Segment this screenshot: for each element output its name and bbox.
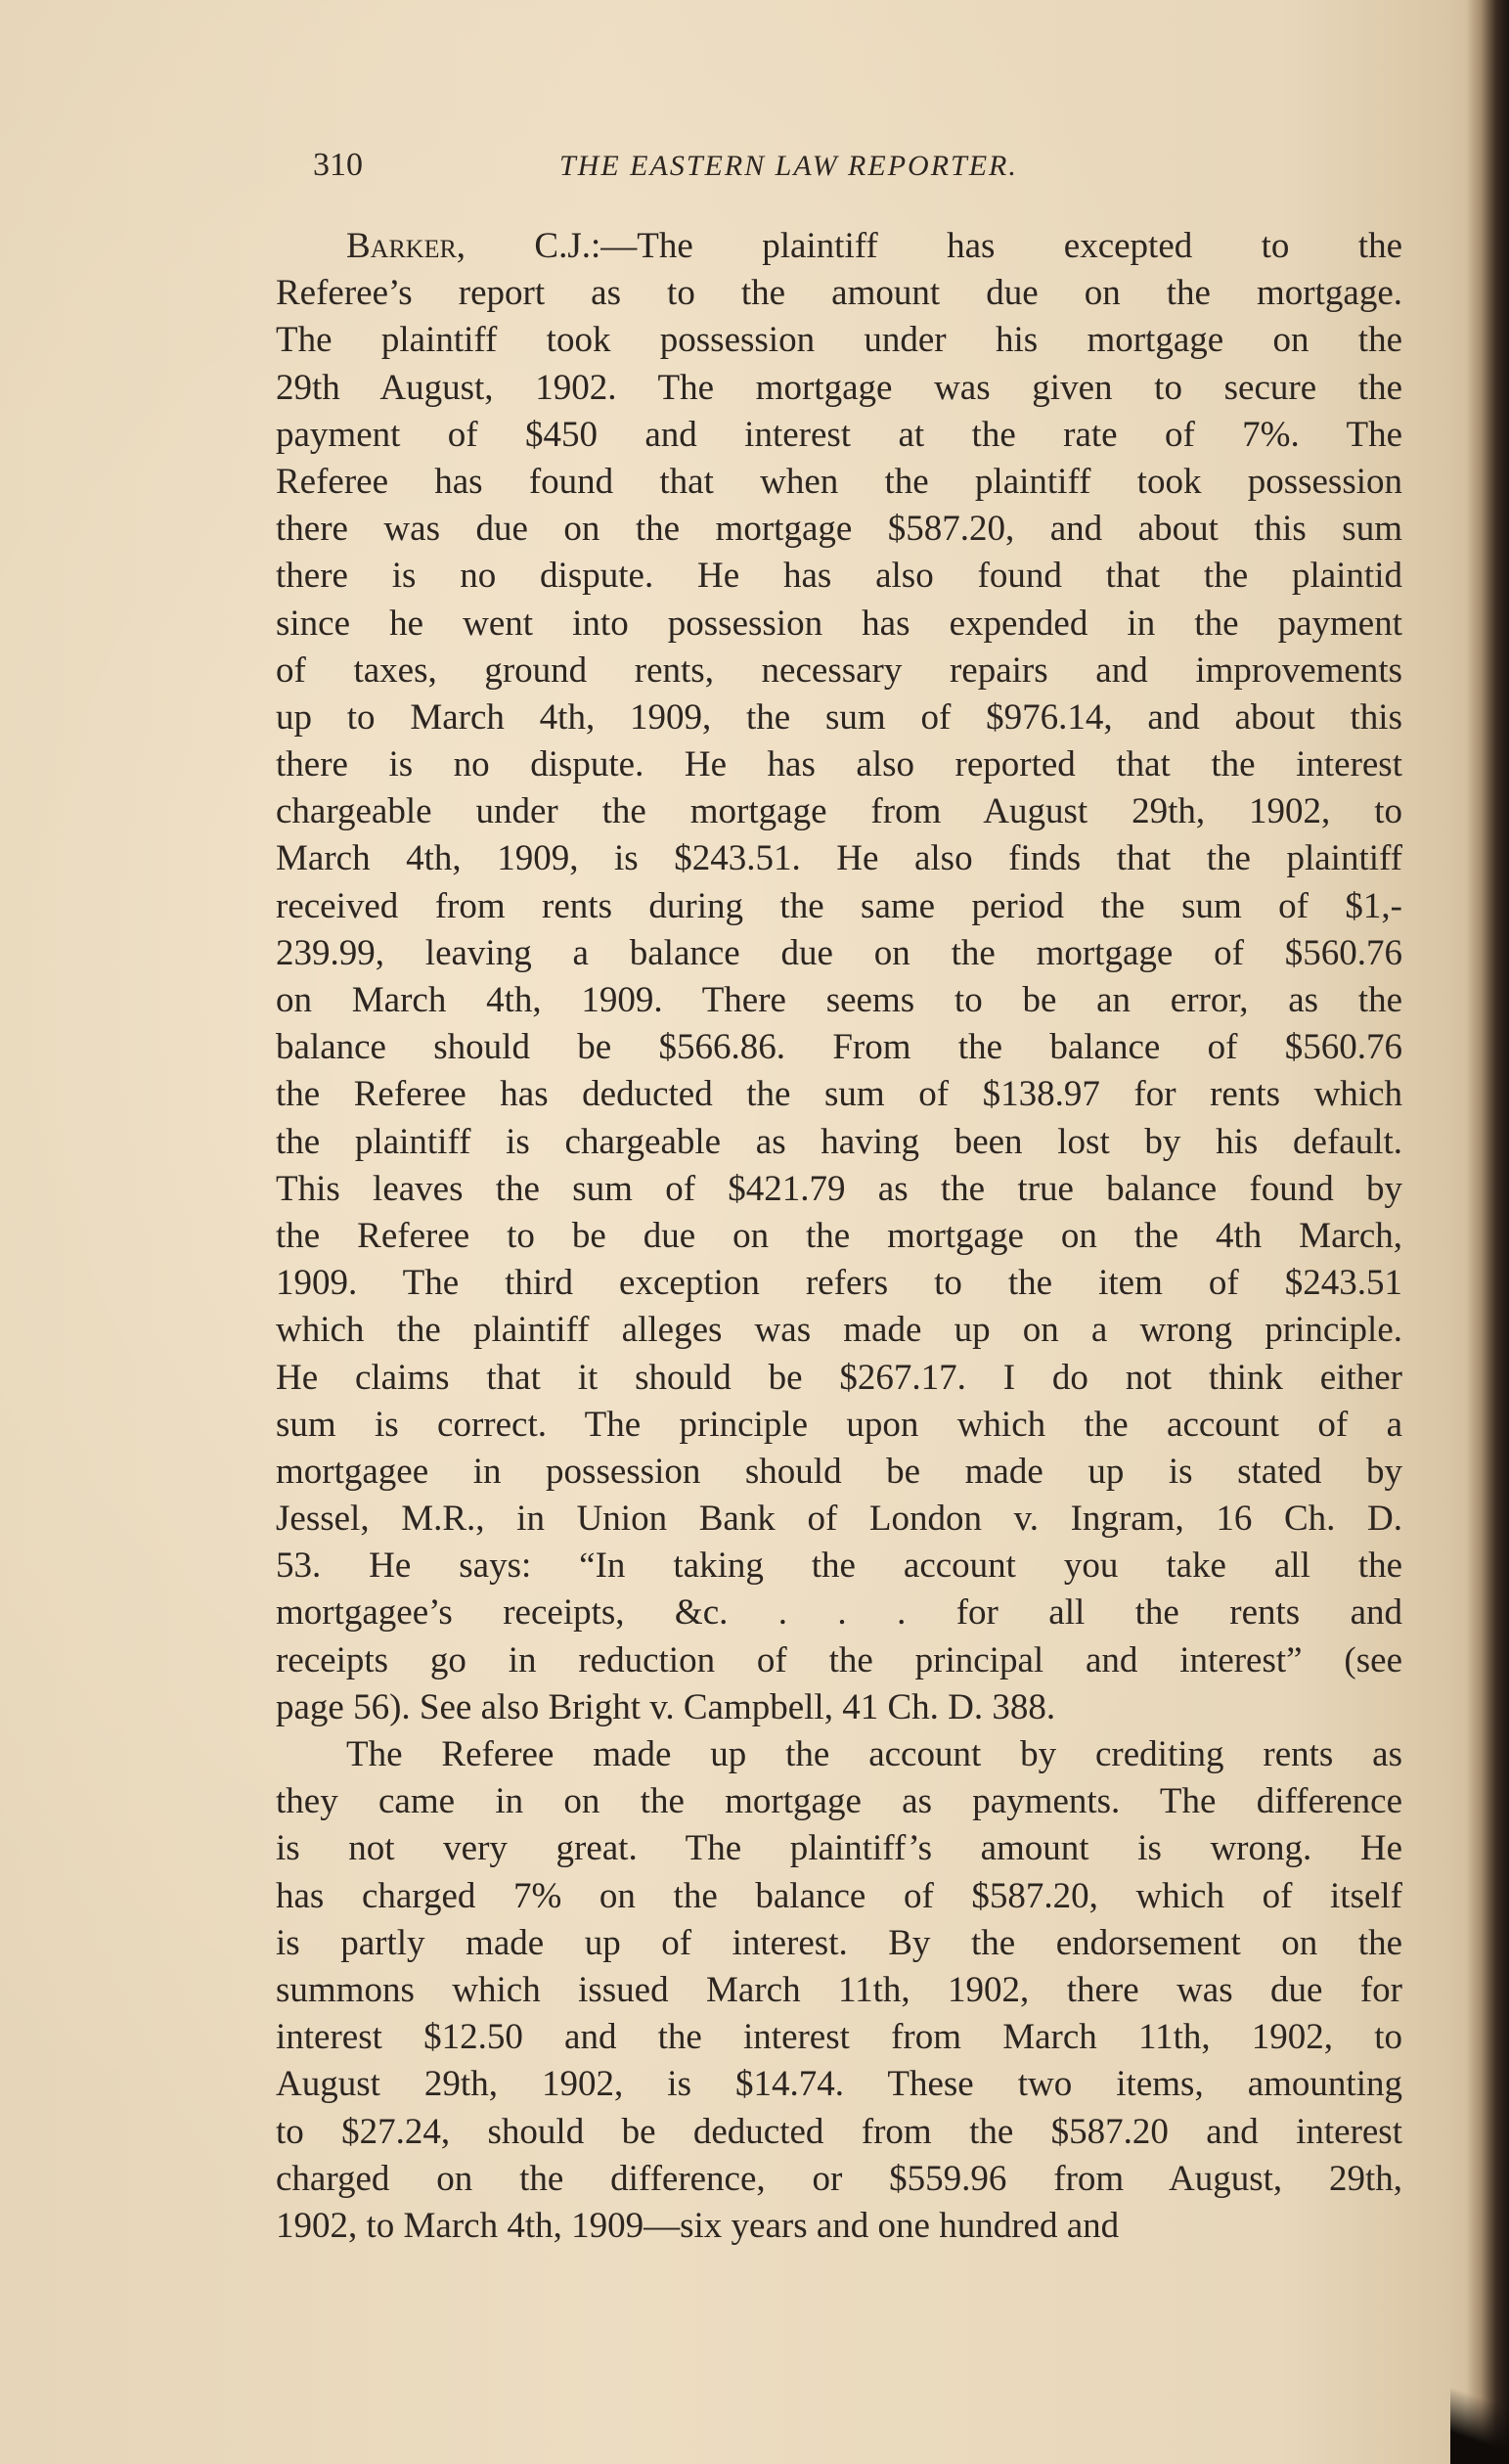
page-corner-shadow xyxy=(1450,2356,1509,2464)
text-line-content: , C.J.:—The plaintiff has excepted to the xyxy=(456,226,1402,266)
text-line: 1902, to March 4th, 1909—six years and one hundred and xyxy=(276,2205,1120,2246)
text-line: is partly made up of interest. By the endorsement on the xyxy=(276,1922,1402,1963)
text-line: of taxes, ground rents, necessary repairs and improvements xyxy=(276,650,1402,691)
text-line: the plaintiff is chargeable as having been lost by his default. xyxy=(276,1121,1402,1162)
text-line: The plaintiff took possession under his mortgage on the xyxy=(276,320,1402,361)
text-line: He claims that it should be $267.17. I do not think either xyxy=(276,1357,1402,1398)
text-line: Jessel, M.R., in Union Bank of London v. Ingram, 16 Ch. D. xyxy=(276,1499,1402,1540)
text-line: there was due on the mortgage $587.20, and about this sum xyxy=(276,509,1402,550)
text-line: 29th August, 1902. The mortgage was given to secure the xyxy=(276,367,1402,408)
text-line xyxy=(276,223,1402,270)
text-line: March 4th, 1909, is $243.51. He also finds that the plaintiff xyxy=(276,838,1402,879)
book-spine-shadow xyxy=(1466,0,1509,2464)
text-line: the Referee has deducted the sum of $138.97 for rents which xyxy=(276,1074,1402,1115)
text-line: The Referee made up the account by crediting rents as xyxy=(346,1734,1402,1774)
text-line: to $27.24, should be deducted from the $587.20 and interest xyxy=(276,2111,1402,2152)
text-line: receipts go in reduction of the principal and interest” (see xyxy=(276,1639,1402,1680)
text-line: interest $12.50 and the interest from March 11th, 1902, to xyxy=(276,2017,1402,2058)
text-line: mortgagee’s receipts, &c. . . . for all the rents and xyxy=(276,1592,1402,1634)
text-line: up to March 4th, 1909, the sum of $976.14, and about this xyxy=(276,696,1402,738)
text-line: balance should be $566.86. From the balance of $560.76 xyxy=(276,1027,1402,1068)
text-line: Referee has found that when the plaintiff took possession xyxy=(276,461,1402,502)
running-head: THE EASTERN LAW REPORTER. xyxy=(559,150,1018,182)
text-line: payment of $450 and interest at the rate of 7%. The xyxy=(276,414,1402,455)
text-line: August 29th, 1902, is $14.74. These two items, amounting xyxy=(276,2064,1402,2105)
opinion-text xyxy=(276,223,1402,2250)
text-line: has charged 7% on the balance of $587.20, which of itself xyxy=(276,1875,1402,1916)
text-line: the Referee to be due on the mortgage on the 4th March, xyxy=(276,1215,1402,1256)
text-line: there is no dispute. He has also reported that the interest xyxy=(276,744,1402,785)
text-line: This leaves the sum of $421.79 as the true balance found by xyxy=(276,1168,1402,1209)
text-line: summons which issued March 11th, 1902, there was due for xyxy=(276,1969,1402,2010)
text-line: on March 4th, 1909. There seems to be an error, as the xyxy=(276,980,1402,1020)
text-line: they came in on the mortgage as payments. The difference xyxy=(276,1781,1402,1822)
text-line: mortgagee in possession should be made up is stated by xyxy=(276,1451,1402,1492)
text-line: sum is correct. The principle upon which the account of a xyxy=(276,1404,1402,1445)
text-line: chargeable under the mortgage from August 29th, 1902, to xyxy=(276,791,1402,832)
text-line: which the plaintiff alleges was made up on a wrong principle. xyxy=(276,1310,1402,1351)
text-line: 1909. The third exception refers to the item of $243.51 xyxy=(276,1263,1402,1304)
judge-name: Barker xyxy=(346,226,457,266)
text-line: since he went into possession has expended in the payment xyxy=(276,603,1402,644)
text-line: Referee’s report as to the amount due on the mortgage. xyxy=(276,273,1402,314)
page-number: 310 xyxy=(313,147,363,183)
text-line: page 56). See also Bright v. Campbell, 41 Ch. D. 388. xyxy=(276,1686,1056,1727)
text-line: there is no dispute. He has also found that the plaintid xyxy=(276,556,1402,597)
text-line: is not very great. The plaintiff’s amount is wrong. He xyxy=(276,1828,1402,1869)
text-line: 239.99, leaving a balance due on the mortgage of $560.76 xyxy=(276,932,1402,973)
text-line: received from rents during the same period the sum of $1,- xyxy=(276,885,1402,926)
text-line: 53. He says: “In taking the account you take all the xyxy=(276,1546,1402,1587)
text-line: charged on the difference, or $559.96 from August, 29th, xyxy=(276,2158,1402,2199)
